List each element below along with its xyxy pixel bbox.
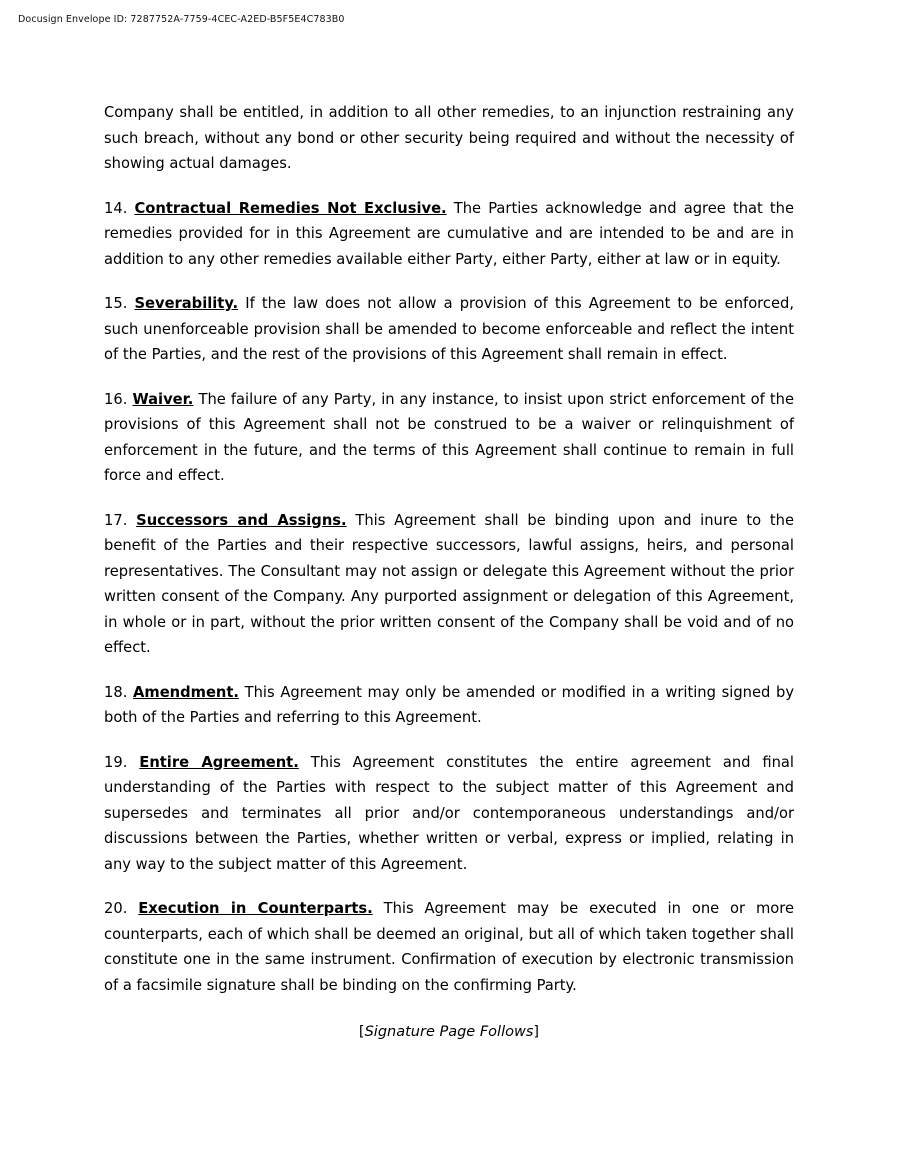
paragraph-text: This Agreement may be executed in one or more counterparts, each of which shall be deemed an original, but all of which taken together shall constitute one in the same instrument. Confirmation of execution by electronic transmission of a facsimile signature shall be binding on the confirming Party.	[104, 900, 795, 994]
paragraph-text: This Agreement constitutes the entire agreement and final understanding of the Parties with respect to the subject matter of this Agreement and supersedes and terminates all prior and/or contemporaneous understandings and/or discussions between the Parties, whether written or verbal, express or implied, relating in any way to the subject matter of this Agreement.	[104, 753, 795, 873]
signature-page-note	[104, 1020, 794, 1044]
paragraph-continuation	[104, 100, 794, 177]
paragraph-text: Company shall be entitled, in addition to all other remedies, to an injunction restraining any such breach, without any bond or other security being required and without the necessity of showing actual damages.	[104, 104, 794, 172]
paragraph-number: 15.	[104, 295, 128, 312]
paragraph-18	[104, 680, 794, 731]
paragraph-text: The Parties acknowledge and agree that the remedies provided for in this Agreement are cumulative and are intended to be and are in addition to any other remedies available either Party, either Party, either at law or in equity.	[104, 199, 794, 268]
bracket-open: [	[358, 1024, 365, 1040]
paragraph-heading: Severability.	[134, 295, 239, 312]
paragraph-text: This Agreement may only be amended or modified in a writing signed by both of the Parties and referring to this Agreement.	[104, 683, 795, 726]
paragraph-14	[104, 196, 794, 273]
paragraph-number: 19.	[104, 753, 128, 771]
paragraph-16	[104, 387, 794, 489]
paragraph-heading: Contractual Remedies Not Exclusive.	[134, 199, 447, 217]
paragraph-number: 18.	[104, 683, 128, 701]
paragraph-heading: Execution in Counterparts.	[138, 900, 373, 917]
paragraph-heading: Successors and Assigns.	[136, 511, 347, 529]
paragraph-heading: Entire Agreement.	[139, 753, 299, 771]
paragraph-heading: Amendment.	[133, 683, 239, 701]
bracket-close: ]	[533, 1024, 540, 1040]
paragraph-text: If the law does not allow a provision of this Agreement to be enforced, such unenforceable provision shall be amended to become enforceable and reflect the intent of the Parties, and the rest of the provisions of this Agreement shall remain in effect.	[104, 295, 795, 363]
paragraph-heading: Waiver.	[132, 390, 194, 408]
paragraph-number: 20.	[104, 900, 128, 917]
document-body	[104, 100, 794, 1044]
paragraph-19	[104, 750, 794, 878]
docusign-envelope-id: Docusign Envelope ID: 7287752A-7759-4CEC-A2ED-B5F5E4C783B0	[18, 14, 345, 25]
paragraph-20	[104, 896, 794, 998]
paragraph-17	[104, 508, 794, 661]
paragraph-number: 14.	[104, 199, 128, 217]
paragraph-number: 17.	[104, 511, 128, 529]
signature-note-text: Signature Page Follows	[364, 1024, 534, 1040]
paragraph-text: The failure of any Party, in any instance, to insist upon strict enforcement of the provisions of this Agreement shall not be construed to be a waiver or relinquishment of enforcement in the future, and the terms of this Agreement shall continue to remain in full force and effect.	[104, 390, 795, 484]
paragraph-number: 16.	[104, 390, 128, 408]
paragraph-15	[104, 291, 794, 368]
paragraph-text: This Agreement shall be binding upon and inure to the benefit of the Parties and their respective successors, lawful assigns, heirs, and personal representatives. The Consultant may not assign or delegate this Agreement without the prior written consent of the Company. Any purported assignment or delegation of this Agreement, in whole or in part, without the prior written consent of the Company shall be void and of no effect.	[104, 511, 794, 656]
